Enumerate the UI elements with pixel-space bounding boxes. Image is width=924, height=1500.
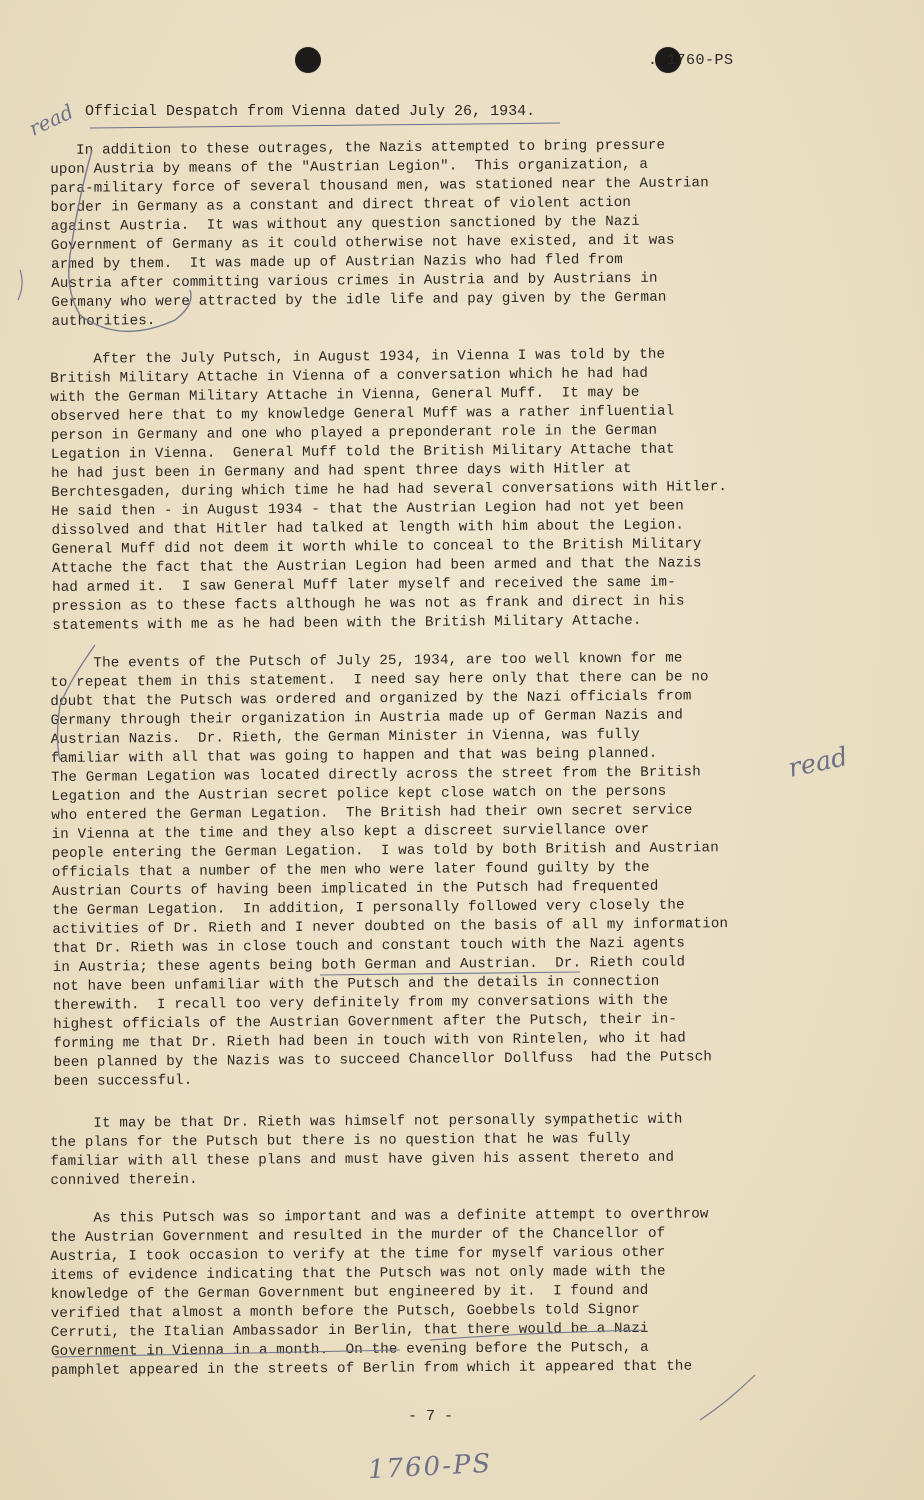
paragraph-line: observed here that to my knowledge General Muff was a rather influential [50,403,675,425]
paragraph-line: connived therein. [50,1171,198,1189]
paragraph-line: in Austria; these agents being both German and Austrian. Dr. Rieth could [52,954,686,976]
paragraph-line: forming me that Dr. Rieth had been in touch with von Rintelen, who it had [53,1030,686,1052]
paragraph-line: Government of Germany as it could otherwise not have existed, and it was [50,232,675,254]
paragraph-line: He said then - in August 1934 - that the Austrian Legion had not yet been [51,498,684,520]
paragraph-line: It may be that Dr. Rieth was himself not personally sympathetic with [50,1111,683,1132]
paragraph-line: Berchtesgaden, during which time he had had several conversations with Hitler. [51,479,728,501]
paragraph-line: Austria after committing various crimes in Austria and by Austrians in [51,270,658,292]
paragraph-line: The events of the Putsch of July 25, 1934, are too well known for me [50,650,683,672]
paragraph-line: doubt that the Putsch was ordered and organized by the Nazi officials from [50,688,692,710]
strike-mark-line [320,972,580,975]
document-title: Official Despatch from Vienna dated July 26, 1934. [85,103,536,120]
paragraph-line: people entering the German Legation. I was told by both British and Austrian [51,840,719,862]
paragraph-line: authorities. [51,313,156,330]
paragraph-line: the plans for the Putsch but there is no question that he was fully [50,1130,631,1151]
paragraph-line: Legation in Vienna. General Muff told the British Military Attache that [50,441,675,463]
handwritten-read-annotation-margin: read [785,742,851,784]
paragraph-line: British Military Attache in Vienna of a conversation which he had had [50,365,649,387]
paragraph-line: been successful. [53,1072,193,1090]
page-number: - 7 - [408,1408,454,1425]
paragraph-line: As this Putsch was so important and was a definite attempt to overthrow [50,1206,709,1227]
paragraph-line: pamphlet appeared in the streets of Berlin from which it appeared that the [51,1358,693,1379]
paragraph-line: who entered the German Legation. The British had their own secret service [51,802,693,824]
paragraph-line: highest officials of the Austrian Government after the Putsch, their in- [53,1011,678,1033]
bracket-mark-paragraph-3 [58,645,96,760]
bracket-mark-paragraph-1 [69,150,191,331]
paragraph-line: statements with me as he had been with the British Military Attache. [52,612,642,634]
paragraph-line: After the July Putsch, in August 1934, in Vienna I was told by the [50,346,666,368]
paragraph-line: not have been unfamiliar with the Putsch and the details in connection [52,973,660,995]
paragraph-line: Cerruti, the Italian Ambassador in Berlin, that there would be a Nazi [50,1320,649,1341]
paragraph-line: items of evidence indicating that the Putsch was not only made with the [50,1263,666,1284]
paragraph-line: that Dr. Rieth was in close touch and constant touch with the Nazi agents [52,935,686,957]
paragraph-line: Attache the fact that the Austrian Legion had been armed and that the Nazis [51,555,702,577]
check-mark-bottom [700,1375,755,1420]
document-number-value: . 1760-PS [648,52,734,69]
paragraph-line: to repeat them in this statement. I need say here only that there can be no [50,669,709,691]
underline-mark-government [55,1350,400,1357]
paragraph-line: Germany who were attracted by the idle life and pay given by the German [51,289,667,311]
paragraph-line: been planned by the Nazis was to succeed Chancellor Dollfuss had the Putsch [53,1049,713,1071]
paragraph-line: with the German Military Attache in Vienna, General Muff. It may be [50,384,640,406]
paragraph-line: upon Austria by means of the "Austrian Legion". This organization, a [50,156,649,178]
paragraph-line: the German Legation. In addition, I personally followed very closely the [52,897,685,919]
paragraph-line: knowledge of the German Government but engineered by it. I found and [50,1282,649,1303]
paragraph-line: border in Germany as a constant and direct threat of violent action [50,194,632,216]
paragraph-line: The German Legation was located directly across the street from the British [51,764,701,786]
paragraph-line: In addition to these outrages, the Nazis attempted to bring pressure [50,137,666,159]
paragraph-line: activities of Dr. Rieth and I never doubted on the basis of all my information [52,916,729,938]
paragraph-line: Government in Vienna in a month. On the evening before the Putsch, a [50,1339,649,1360]
paragraph-line: Austrian Courts of having been implicated in the Putsch had frequented [51,878,659,900]
paragraph-line: person in Germany and one who played a preponderant role in the German [50,422,658,444]
paragraph-line: armed by them. It was made up of Austrian Nazis who had fled from [51,252,623,273]
paragraph-line: against Austria. It was without any question sanctioned by the Nazi [50,213,640,235]
paragraph-line: Legation and the Austrian secret police kept close watch on the persons [51,783,667,805]
paragraph-line: Germany through their organization in Austria made up of German Nazis and [50,707,684,729]
paragraph-line: officials that a number of the men who were later found guilty by the [51,859,650,881]
paragraph-line: the Austrian Government and resulted in the murder of the Chancellor of [50,1225,666,1246]
handwritten-document-reference: 1760-PS [367,1448,493,1486]
paragraph-line: had armed it. I saw General Muff later myself and received the same im- [51,574,676,596]
paragraph-line: Austrian Nazis. Dr. Rieth, the German Minister in Vienna, was fully [50,726,640,748]
paragraph-line: in Vienna at the time and they also kept a discreet surviellance over [51,821,650,843]
underline-mark-goebbels [430,1330,645,1340]
handwritten-read-annotation-top: read [25,99,78,141]
paragraph-line: dissolved and that Hitler had talked at length with him about the Legion. [51,517,685,539]
paragraph-line: para-military force of several thousand men, was stationed near the Austrian [50,175,709,197]
paragraph-line: familiar with all that was going to happen and that was being planned. [50,745,658,767]
margin-tick-paragraph-1 [18,270,22,300]
paragraph-line: General Muff did not deem it worth while to conceal to the British Military [51,536,702,558]
paragraph-line: familiar with all these plans and must have given his assent thereto and [50,1149,675,1170]
paragraph-line: therewith. I recall too very definitely from my conversations with the [52,992,669,1014]
paragraph-line: pression as to these facts although he was not as frank and direct in his [52,593,685,615]
paragraph-line: he had just been in Germany and had spent three days with Hitler at [51,460,632,482]
paragraph-line: verified that almost a month before the Putsch, Goebbels told Signor [50,1301,640,1322]
paragraph-line: Austria, I took occasion to verify at the time for myself various other [50,1244,666,1265]
